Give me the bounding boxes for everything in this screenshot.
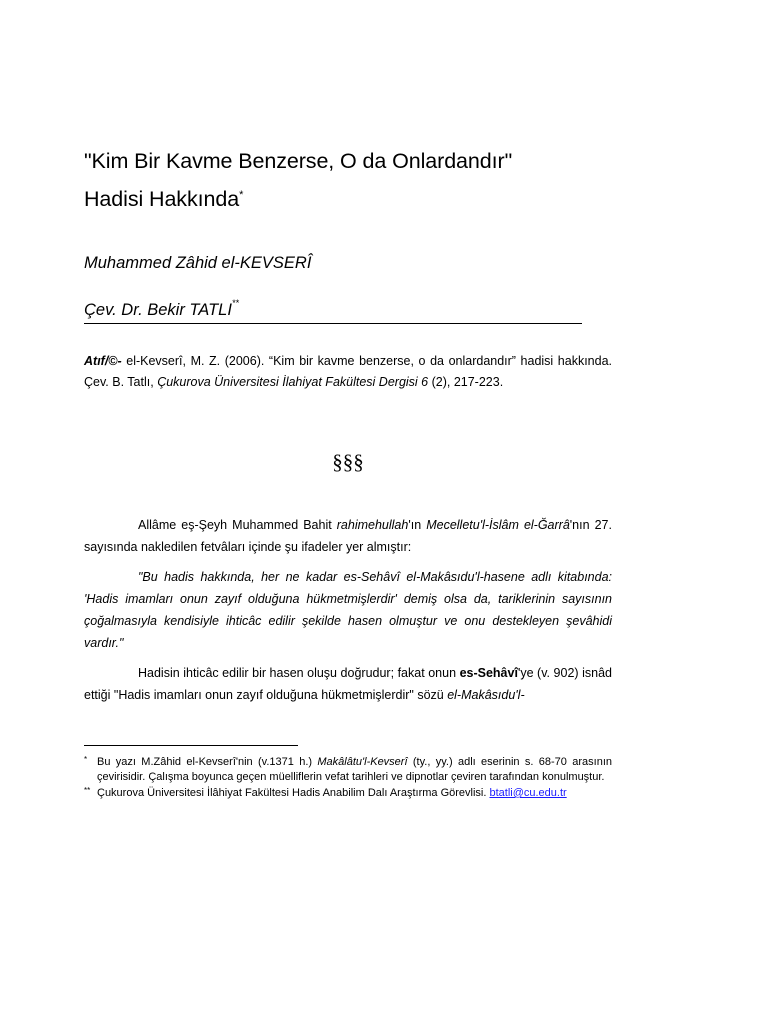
footnote-2-text: [97, 786, 612, 801]
footnote-1-text-a: Bu yazı M.Zâhid el-Kevserî'nin (v.1371 h.): [97, 756, 318, 768]
paragraph-1: [84, 514, 612, 558]
title-line-1: "Kim Bir Kavme Benzerse, O da Onlardandır": [84, 149, 513, 173]
footnote-2-text-a: Çukurova Üniversitesi İlâhiyat Fakültesi Hadis Anabilim Dalı Araştırma Görevlisi.: [97, 787, 490, 799]
quote-paragraph: "Bu hadis hakkında, her ne kadar es-Sehâvî el-Makâsıdu'l-hasene adlı kitabında: 'Hadis imamları onun zayıf olduğuna hükmetmişlerdir' demiş olsa da, tariklerinin sayısının çoğalmasıyla kendisiyle ihticâc edilir şekilde hasen olmuştur ve onu destekleyen şevâhidi vardır.": [84, 570, 612, 650]
footnote-divider: [84, 745, 298, 746]
paragraph-2-text-d: el-Makâsıdu'l-: [447, 688, 525, 702]
footnote-1-text: [97, 755, 612, 784]
footnote-1-book-title: Makâlâtu'l-Kevserî: [317, 756, 408, 768]
footnote-2-mark: **: [84, 786, 91, 795]
paragraph-1-text-c: 'ın: [408, 518, 427, 532]
email-link[interactable]: btatli@cu.edu.tr: [489, 787, 567, 799]
title-line-2-text: Hadisi Hakkında: [84, 187, 240, 211]
title-line-2: [84, 180, 684, 218]
article-body: [84, 514, 612, 714]
citation-label: Atıf/©-: [84, 354, 122, 368]
translator-name: Çev. Dr. Bekir TATLI: [84, 301, 232, 319]
paragraph-2: [84, 662, 612, 706]
footnote-2: [84, 786, 612, 801]
article-title: [84, 142, 684, 218]
paragraph-1-text-b: rahimehullah: [336, 518, 409, 532]
citation-block: [84, 351, 612, 393]
title-footnote-mark[interactable]: *: [239, 189, 244, 201]
translator-line: [84, 298, 582, 324]
translator-footnote-mark[interactable]: **: [231, 298, 239, 308]
section-divider: §§§: [332, 450, 364, 474]
footnote-1-mark: *: [84, 755, 88, 764]
paragraph-2-text-c: 'ye (v. 902) isnâd ettiği "Hadis imamları onun zayıf olduğuna hükmetmişlerdir" sözü: [84, 666, 612, 702]
paragraph-1-text-e: 'nın 27. sayısında nakledilen fetvâları içinde şu ifadeler yer almıştır:: [84, 518, 612, 554]
paragraph-1-text-d: Mecelletu'l-İslâm el-Ğarrâ: [426, 518, 570, 532]
paragraph-1-text-a: Allâme eş-Şeyh Muhammed Bahit: [138, 518, 337, 532]
footnote-1-text-c: (ty., yy.) adlı eserinin s. 68-70 arasının çevirisidir. Çalışma boyunca geçen müelliflerin vefat tarihleri ve dipnotlar çeviren tarafından konulmuştur.: [97, 756, 612, 783]
author-name: Muhammed Zâhid el-KEVSERÎ: [84, 254, 312, 272]
citation-issue: (2), 217-223.: [428, 375, 504, 389]
footnote-1: [84, 755, 612, 784]
paragraph-2-text-b: es-Sehâvî: [459, 666, 518, 680]
paragraph-2-text-a: Hadisin ihticâc edilir bir hasen oluşu doğrudur; fakat onun: [138, 666, 460, 680]
citation-journal: Çukurova Üniversitesi İlahiyat Fakültesi Dergisi 6: [157, 375, 429, 389]
citation-text: el-Kevserî, M. Z. (2006). “Kim bir kavme benzerse, o da onlardandır” hadisi hakkında. Çev. B. Tatlı,: [84, 354, 612, 389]
footnotes: [84, 755, 612, 803]
